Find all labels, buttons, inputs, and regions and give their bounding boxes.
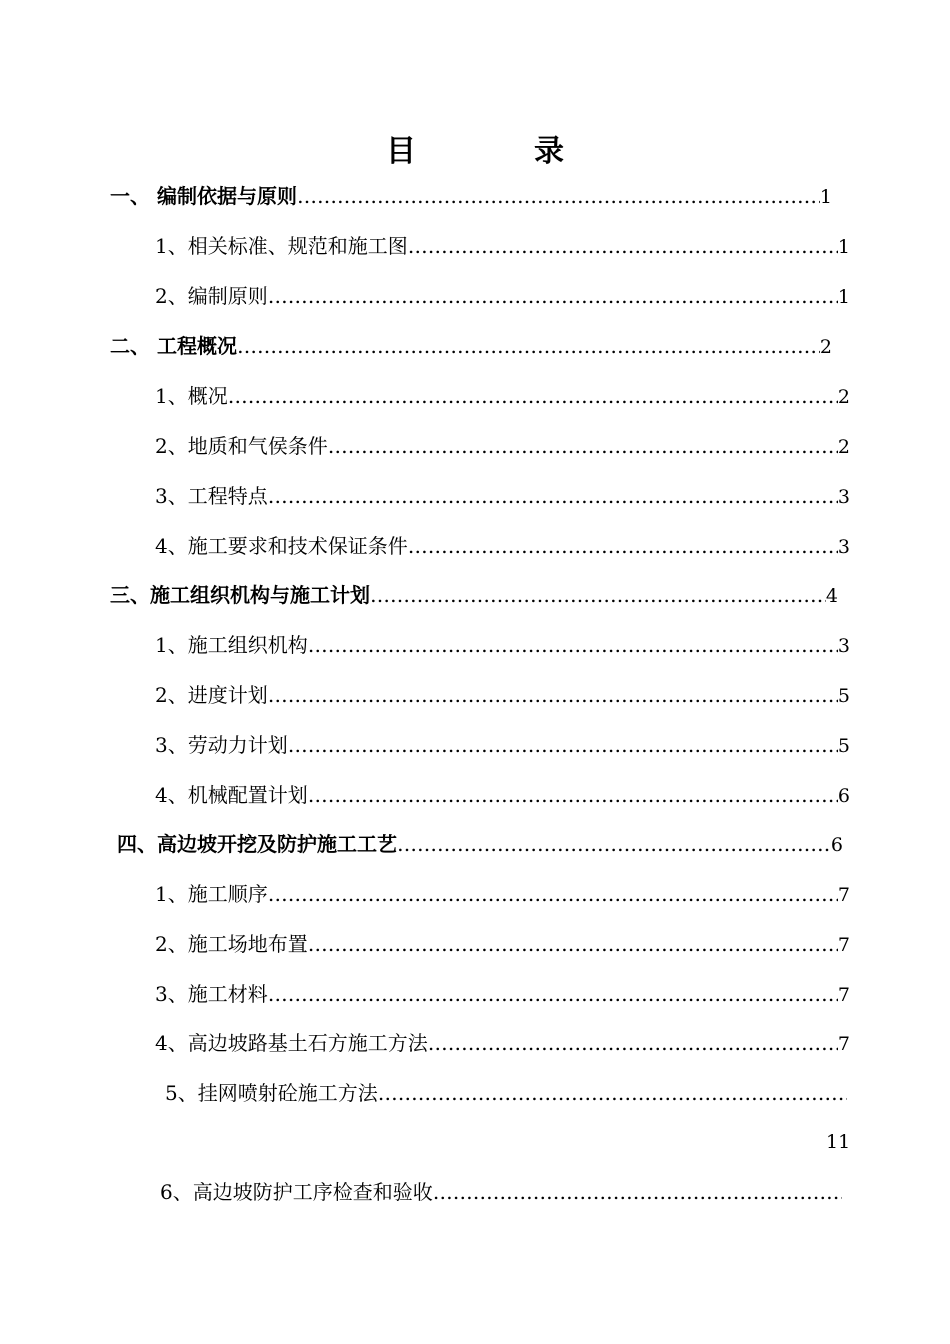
dot-leader (433, 1177, 842, 1207)
toc-entry-page: 1 (819, 186, 832, 208)
dot-leader (288, 730, 838, 760)
dot-leader (268, 281, 838, 311)
toc-entry-label: 1、施工组织机构 (155, 633, 308, 657)
toc-entry-3[interactable] (110, 580, 838, 610)
dot-leader (328, 431, 838, 461)
dot-leader (378, 1078, 847, 1108)
toc-entry-label: 3、工程特点 (155, 484, 268, 508)
toc-entry-label: 3、劳动力计划 (155, 733, 288, 757)
toc-entry-4-5-page: 11 (826, 1131, 851, 1153)
toc-entry-page: 7 (837, 984, 850, 1006)
toc-entry-page: 7 (837, 1033, 850, 1055)
toc-entry-page: 7 (837, 934, 850, 956)
dot-leader (408, 231, 838, 261)
dot-leader (237, 331, 820, 361)
dot-leader (370, 580, 826, 610)
dot-leader (268, 979, 838, 1009)
page-title: 目 录 (386, 134, 608, 169)
dot-leader (268, 879, 838, 909)
dot-leader (308, 929, 838, 959)
toc-entry-4-3[interactable] (155, 979, 850, 1009)
toc-entry-page: 2 (837, 436, 850, 458)
toc-entry-1[interactable] (110, 181, 832, 211)
toc-entry-4-2[interactable] (155, 929, 850, 959)
toc-entry-label: 三、施工组织机构与施工计划 (110, 583, 370, 607)
toc-entry-page: 1 (837, 286, 850, 308)
toc-entry-page: 4 (825, 585, 838, 607)
toc-entry-page: 7 (837, 884, 850, 906)
toc-entry-page: 6 (830, 834, 843, 856)
dot-leader (308, 780, 838, 810)
toc-entry-label: 5、挂网喷射砼施工方法 (165, 1081, 378, 1105)
toc-entry-page: 1 (837, 236, 850, 258)
toc-entry-page: 2 (837, 386, 850, 408)
toc-entry-2-2[interactable] (155, 431, 850, 461)
toc-entry-label: 2、施工场地布置 (155, 932, 308, 956)
dot-leader (397, 829, 831, 859)
dot-leader (228, 381, 838, 411)
toc-entry-label: 一、 编制依据与原则 (110, 184, 297, 208)
toc-entry-label: 4、机械配置计划 (155, 783, 308, 807)
toc-entry-label: 1、施工顺序 (155, 882, 268, 906)
toc-entry-label: 4、施工要求和技术保证条件 (155, 534, 408, 558)
dot-leader (268, 680, 838, 710)
toc-entry-label: 3、施工材料 (155, 982, 268, 1006)
toc-entry-page: 3 (837, 635, 850, 657)
dot-leader (268, 481, 838, 511)
toc-entry-2-4[interactable] (155, 531, 850, 561)
dot-leader (408, 531, 838, 561)
toc-entry-label: 2、地质和气侯条件 (155, 434, 328, 458)
toc-entry-4-5[interactable] (165, 1078, 847, 1108)
toc-entry-label: 2、编制原则 (155, 284, 268, 308)
toc-entry-page: 5 (837, 735, 850, 757)
toc-entry-4-6[interactable] (160, 1177, 842, 1207)
dot-leader (308, 630, 838, 660)
dot-leader (297, 181, 820, 211)
toc-entry-label: 四、高边坡开挖及防护施工工艺 (117, 832, 397, 856)
toc-entry-label: 4、高边坡路基土石方施工方法 (155, 1031, 428, 1055)
toc-entry-3-1[interactable] (155, 630, 850, 660)
toc-entry-3-3[interactable] (155, 730, 850, 760)
toc-entry-label: 1、概况 (155, 384, 228, 408)
toc-entry-3-4[interactable] (155, 780, 850, 810)
toc-entry-page: 6 (837, 785, 850, 807)
dot-leader (428, 1028, 838, 1058)
toc-entry-3-2[interactable] (155, 680, 850, 710)
toc-entry-page: 5 (837, 685, 850, 707)
toc-entry-1-1[interactable] (155, 231, 850, 261)
toc-entry-2-3[interactable] (155, 481, 850, 511)
toc-entry-page: 3 (837, 536, 850, 558)
toc-entry-label: 二、 工程概况 (110, 334, 237, 358)
toc-entry-4-4[interactable] (155, 1028, 850, 1058)
toc-entry-2-1[interactable] (155, 381, 850, 411)
toc-entry-page: 2 (819, 336, 832, 358)
toc-entry-label: 2、进度计划 (155, 683, 268, 707)
toc-entry-1-2[interactable] (155, 281, 850, 311)
toc-entry-label: 6、高边坡防护工序检查和验收 (160, 1180, 433, 1204)
toc-entry-page: 3 (837, 486, 850, 508)
toc-entry-2[interactable] (110, 331, 832, 361)
toc-entry-label: 1、相关标准、规范和施工图 (155, 234, 408, 258)
toc-entry-4[interactable] (117, 829, 843, 859)
toc-entry-4-1[interactable] (155, 879, 850, 909)
